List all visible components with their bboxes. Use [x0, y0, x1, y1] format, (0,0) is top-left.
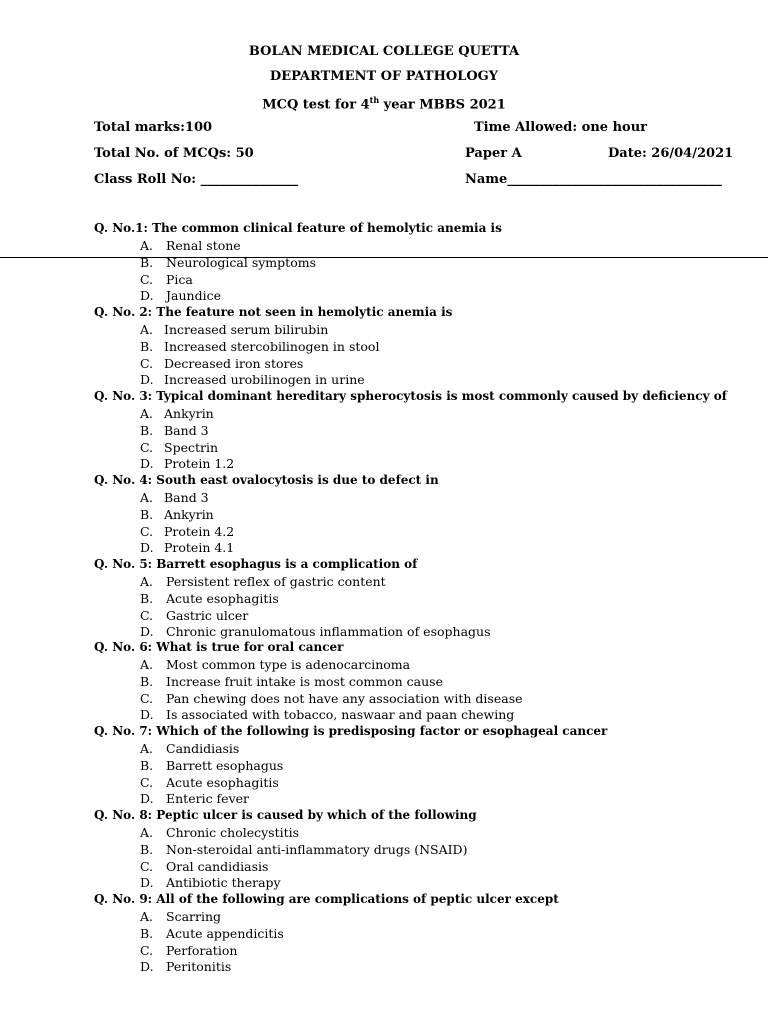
- time-allowed: Time Allowed: one hour: [474, 120, 648, 135]
- option-letter: D.: [140, 959, 154, 975]
- question-6-option-b: [140, 674, 443, 689]
- option-letter: C.: [140, 942, 154, 958]
- option-text: Pan chewing does not have any association with disease: [166, 690, 523, 706]
- student-name: Name_________________________________: [465, 172, 722, 187]
- option-letter: B.: [140, 673, 154, 689]
- option-letter: A.: [140, 741, 154, 756]
- college-title: BOLAN MEDICAL COLLEGE QUETTA: [248, 44, 520, 59]
- option-text: Ankyrin: [164, 506, 214, 522]
- option-letter: C.: [140, 271, 154, 287]
- option-letter: D.: [140, 875, 154, 891]
- question-4-option-a: [140, 490, 209, 505]
- question-7-option-b: [140, 758, 283, 773]
- option-text: Protein 1.2: [164, 456, 235, 472]
- option-letter: D.: [140, 707, 154, 723]
- question-5-option-b: [140, 591, 279, 606]
- option-letter: C.: [140, 690, 154, 706]
- option-text: Band 3: [164, 490, 209, 505]
- option-letter: D.: [140, 288, 154, 304]
- option-text: Scarring: [166, 909, 222, 924]
- option-letter: A.: [140, 238, 154, 253]
- question-8-option-a: [140, 825, 299, 840]
- option-text: Chronic granulomatous inflammation of esophagus: [166, 624, 491, 640]
- option-letter: A.: [140, 406, 154, 421]
- option-letter: B.: [140, 925, 154, 941]
- question-2-option-c: [140, 356, 303, 371]
- question-1-option-c: [140, 272, 193, 287]
- question-5: Q. No. 5: Barrett esophagus is a complication of: [94, 557, 418, 571]
- question-6-option-d: [140, 707, 514, 722]
- option-text: Non-steroidal anti-inflammatory drugs (NSAID): [166, 841, 468, 857]
- option-text: Persistent reflex of gastric content: [166, 574, 386, 589]
- option-text: Most common type is adenocarcinoma: [166, 657, 411, 672]
- question-5-option-a: [140, 574, 386, 589]
- option-letter: B.: [140, 506, 154, 522]
- question-9-option-d: [140, 959, 231, 974]
- option-letter: A.: [140, 574, 154, 589]
- option-letter: C.: [140, 774, 154, 790]
- option-text: Ankyrin: [164, 406, 214, 421]
- question-5-option-c: [140, 608, 248, 623]
- question-7-option-a: [140, 741, 239, 756]
- question-4-option-d: [140, 540, 234, 555]
- question-4-option-b: [140, 507, 214, 522]
- question-5-option-d: [140, 624, 491, 639]
- paper-label: Paper A: [465, 146, 522, 161]
- question-4: Q. No. 4: South east ovalocytosis is due to defect in: [94, 473, 439, 487]
- option-text: Oral candidiasis: [166, 858, 269, 874]
- class-roll-no: Class Roll No: _______________: [94, 172, 299, 187]
- question-6: Q. No. 6: What is true for oral cancer: [94, 640, 344, 654]
- option-letter: B.: [140, 590, 154, 606]
- option-text: Perforation: [166, 942, 238, 958]
- option-letter: A.: [140, 657, 154, 672]
- question-6-option-a: [140, 657, 410, 672]
- question-9-option-a: [140, 909, 221, 924]
- question-6-option-c: [140, 691, 523, 706]
- option-letter: D.: [140, 624, 154, 640]
- option-text: Acute esophagitis: [166, 774, 279, 790]
- option-text: Spectrin: [164, 439, 219, 455]
- test-date: Date: 26/04/2021: [608, 146, 734, 161]
- option-text: Protein 4.2: [164, 523, 235, 539]
- total-mcqs: Total No. of MCQs: 50: [94, 146, 254, 161]
- option-text: Acute appendicitis: [166, 925, 284, 941]
- question-8-option-c: [140, 859, 268, 874]
- question-8: Q. No. 8: Peptic ulcer is caused by which of the following: [94, 808, 477, 822]
- test-title: [0, 95, 768, 112]
- question-4-option-c: [140, 524, 234, 539]
- option-letter: A.: [140, 909, 154, 924]
- option-text: Chronic cholecystitis: [166, 825, 300, 840]
- option-text: Antibiotic therapy: [166, 875, 281, 891]
- question-2-option-a: [140, 322, 328, 337]
- question-7-option-c: [140, 775, 279, 790]
- option-letter: B.: [140, 338, 154, 354]
- option-letter: D.: [140, 456, 154, 472]
- question-8-option-d: [140, 875, 281, 890]
- question-1-option-d: [140, 288, 221, 303]
- option-letter: C.: [140, 355, 154, 371]
- option-text: Protein 4.1: [164, 540, 235, 556]
- option-letter: B.: [140, 254, 154, 270]
- option-text: Increased urobilinogen in urine: [164, 372, 365, 388]
- option-text: Increased stercobilinogen in stool: [164, 338, 380, 354]
- option-text: Barrett esophagus: [166, 757, 284, 773]
- option-text: Enteric fever: [166, 791, 250, 807]
- option-text: Is associated with tobacco, naswaar and paan chewing: [166, 707, 515, 723]
- option-text: Decreased iron stores: [164, 355, 304, 371]
- question-8-option-b: [140, 842, 467, 857]
- option-letter: B.: [140, 757, 154, 773]
- page-divider: [0, 257, 768, 258]
- test-title-sup: th: [369, 95, 380, 105]
- question-7: Q. No. 7: Which of the following is predisposing factor or esophageal cancer: [94, 724, 608, 738]
- question-1-option-a: [140, 238, 241, 253]
- total-marks: Total marks:100: [94, 120, 213, 135]
- option-text: Pica: [166, 271, 193, 287]
- option-letter: D.: [140, 791, 154, 807]
- option-text: Band 3: [164, 422, 209, 438]
- question-3-option-b: [140, 423, 209, 438]
- question-1: Q. No.1: The common clinical feature of hemolytic anemia is: [94, 221, 502, 235]
- option-text: Renal stone: [166, 238, 241, 253]
- question-3-option-c: [140, 440, 218, 455]
- question-9: Q. No. 9: All of the following are complications of peptic ulcer except: [94, 892, 559, 906]
- question-2-option-b: [140, 339, 379, 354]
- option-letter: C.: [140, 607, 154, 623]
- option-text: Neurological symptoms: [166, 254, 316, 270]
- option-text: Acute esophagitis: [166, 590, 279, 606]
- option-text: Candidiasis: [166, 741, 240, 756]
- question-7-option-d: [140, 791, 249, 806]
- option-letter: C.: [140, 439, 154, 455]
- question-9-option-c: [140, 943, 237, 958]
- question-9-option-b: [140, 926, 284, 941]
- option-text: Gastric ulcer: [166, 607, 249, 623]
- question-3: Q. No. 3: Typical dominant hereditary spherocytosis is most commonly caused by deficiency of: [94, 389, 727, 403]
- question-3-option-a: [140, 406, 214, 421]
- option-letter: C.: [140, 523, 154, 539]
- option-text: Increase fruit intake is most common cause: [166, 673, 443, 689]
- option-letter: D.: [140, 540, 154, 556]
- option-text: Peritonitis: [166, 959, 232, 975]
- question-2-option-d: [140, 372, 365, 387]
- option-letter: C.: [140, 858, 154, 874]
- option-letter: D.: [140, 372, 154, 388]
- option-letter: A.: [140, 322, 154, 337]
- option-letter: B.: [140, 841, 154, 857]
- option-letter: B.: [140, 422, 154, 438]
- department-title: DEPARTMENT OF PATHOLOGY: [269, 69, 499, 84]
- option-text: Increased serum bilirubin: [164, 322, 329, 337]
- option-text: Jaundice: [166, 288, 221, 304]
- question-3-option-d: [140, 456, 234, 471]
- option-letter: A.: [140, 825, 154, 840]
- test-title-suffix: year MBBS 2021: [379, 97, 506, 113]
- question-2: Q. No. 2: The feature not seen in hemolytic anemia is: [94, 305, 453, 319]
- option-letter: A.: [140, 490, 154, 505]
- test-title-prefix: MCQ test for 4: [262, 97, 370, 113]
